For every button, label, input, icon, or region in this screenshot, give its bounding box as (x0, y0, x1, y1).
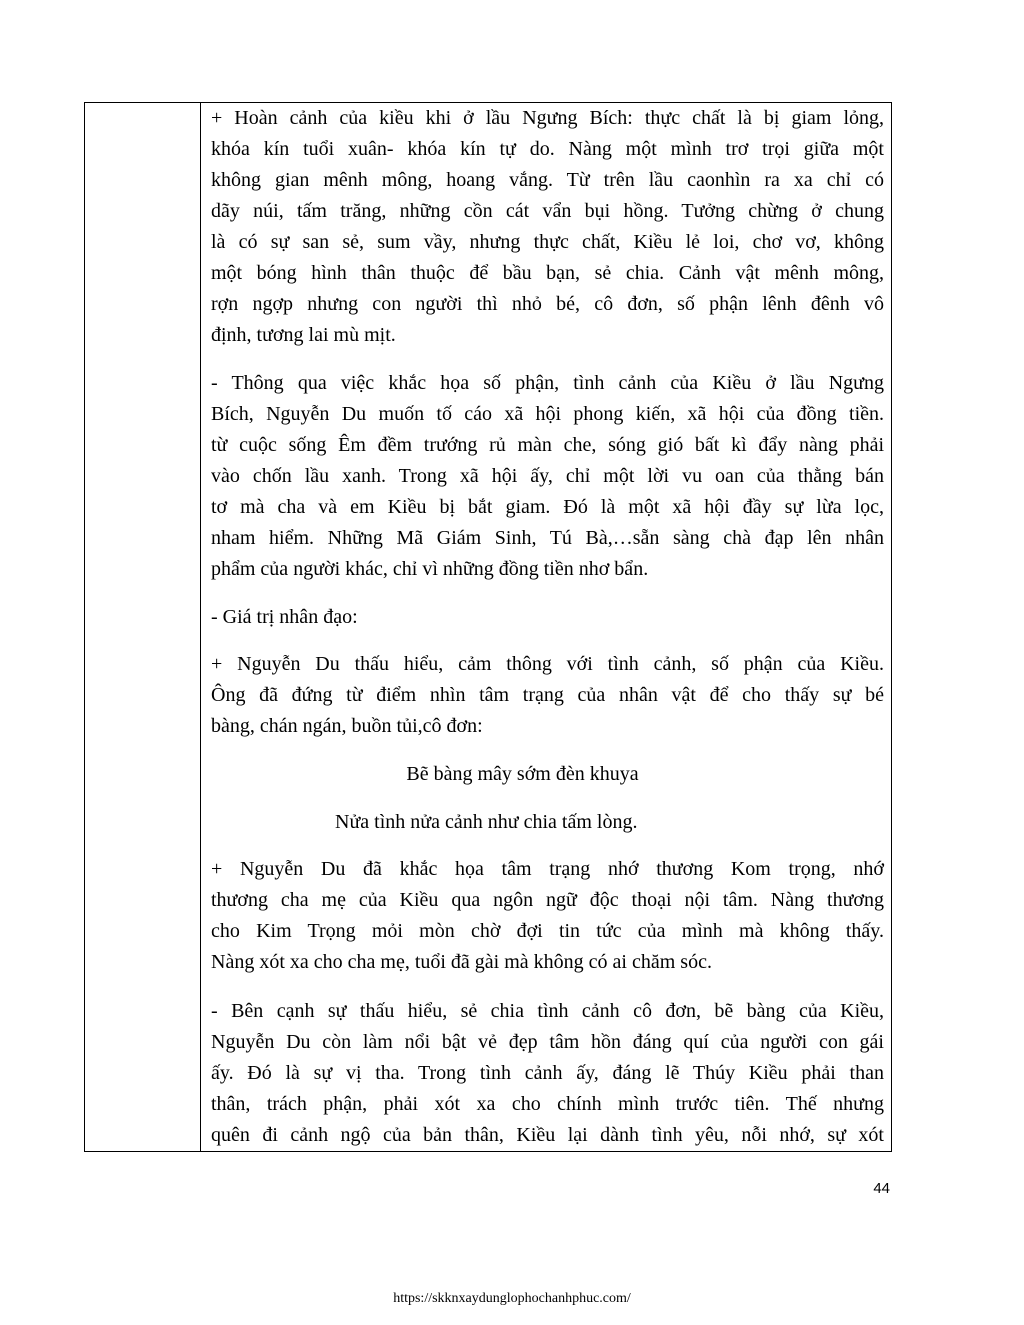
text-line: dãy núi, tấm trăng, những cồn cát vẩn bụi hồng. Tưởng chừng ở chung (211, 200, 884, 222)
text-line: Nàng xót xa cho cha mẹ, tuổi đã gài mà không có ai chăm sóc. (211, 951, 712, 973)
text-line: bàng, chán ngán, buồn tủi,cô đơn: (211, 715, 483, 737)
text-line: cho Kim Trọng mỏi mòn chờ đợi tin tức của mình mà không thấy. (211, 920, 884, 942)
text-line: phẩm của người khác, chỉ vì những đồng tiền nhơ bẩn. (211, 558, 649, 580)
text-line: rợn ngợp nhưng con người thì nhỏ bé, cô đơn, số phận lênh đênh vô (211, 293, 884, 315)
text-line: nham hiểm. Những Mã Giám Sinh, Tú Bà,…sẵn sàng chà đạp lên nhân (211, 527, 884, 549)
text-line: tơ mà cha và em Kiều bị bắt giam. Đó là một xã hội đầy sự lừa lọc, (211, 496, 884, 518)
text-line: Bích, Nguyễn Du muốn tố cáo xã hội phong kiến, xã hội của đồng tiền. (211, 403, 884, 425)
text-line: định, tương lai mù mịt. (211, 324, 396, 346)
table-right-column (202, 103, 891, 1151)
content-table (84, 102, 892, 1152)
text-line: khóa kín tuổi xuân- khóa kín tự do. Nàng một mình trơ trọi giữa một (211, 138, 884, 160)
text-line: ấy. Đó là sự vị tha. Trong tình cảnh ấy, đáng lẽ Thúy Kiều phải than (211, 1062, 884, 1084)
text-line: không gian mênh mông, hoang vắng. Từ trên lầu caonhìn ra xa chỉ có (211, 169, 884, 191)
verse-line-1: Bẽ bàng mây sớm đèn khuya (406, 763, 639, 785)
text-line: từ cuộc sống Êm đềm trướng rủ màn che, sóng gió bất kì đẩy nàng phải (211, 434, 884, 456)
text-line: là có sự san sẻ, sum vầy, nhưng thực chất, Kiều lẻ loi, chơ vơ, không (211, 231, 884, 253)
paragraph-cam-thong (211, 649, 884, 742)
verse-line-2: Nửa tình nửa cảnh như chia tấm lòng. (335, 811, 638, 833)
text-line: - Giá trị nhân đạo: (211, 606, 358, 628)
text-line: thân, trách phận, phải xót xa cho chính mình trước tiên. Thế nhưng (211, 1093, 884, 1115)
text-line: - Bên cạnh sự thấu hiểu, sẻ chia tình cảnh cô đơn, bẽ bàng của Kiều, (211, 1000, 884, 1022)
text-line: + Nguyễn Du đã khắc họa tâm trạng nhớ thương Kom trọng, nhớ (211, 858, 884, 880)
text-line: vào chốn lầu xanh. Trong xã hội ấy, chỉ một lời vu oan của thằng bán (211, 465, 884, 487)
table-left-column (85, 103, 201, 1151)
text-line: thương cha mẹ của Kiều qua ngôn ngữ độc thoại nội tâm. Nàng thương (211, 889, 884, 911)
paragraph-gia-tri-nhan-dao (211, 602, 884, 633)
text-line: một bóng hình thân thuộc để bầu bạn, sẻ chia. Cảnh vật mênh mông, (211, 262, 884, 284)
footer-url[interactable]: https://skknxaydunglophochanhphuc.com/ (393, 1291, 631, 1306)
text-line: Nguyễn Du còn làm nổi bật vẻ đẹp tâm hồn đáng quí của người con gái (211, 1031, 884, 1053)
paragraph-hoan-canh (211, 103, 884, 351)
paragraph-vi-tha (211, 996, 884, 1151)
paragraph-to-cao-xa-hoi (211, 368, 884, 585)
text-line: Ông đã đứng từ điểm nhìn tâm trạng của nhân vật để cho thấy sự bé (211, 684, 884, 706)
text-line: + Nguyễn Du thấu hiểu, cảm thông với tình cảnh, số phận của Kiều. (211, 653, 884, 675)
text-line: + Hoàn cảnh của kiều khi ở lầu Ngưng Bích: thực chất là bị giam lỏng, (211, 107, 884, 129)
page-number: 44 (873, 1180, 890, 1197)
text-line: - Thông qua việc khắc họa số phận, tình cảnh của Kiều ở lầu Ngưng (211, 372, 884, 394)
paragraph-nho-thuong (211, 854, 884, 978)
text-line: quên đi cảnh ngộ của bản thân, Kiều lại dành tình yêu, nỗi nhớ, sự xót (211, 1124, 884, 1146)
